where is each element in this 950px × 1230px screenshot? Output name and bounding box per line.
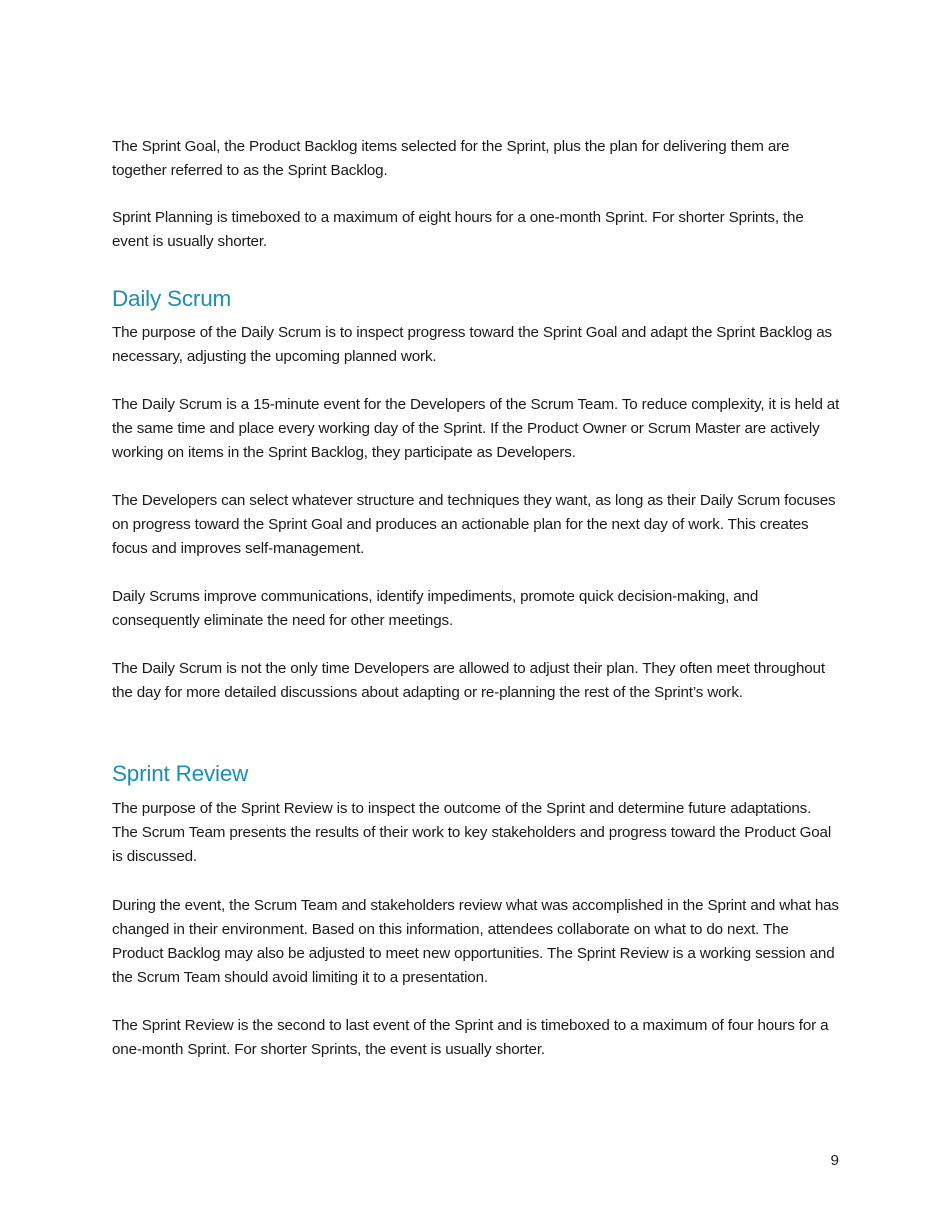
paragraph-sprint-review-purpose: The purpose of the Sprint Review is to inspect the outcome of the Sprint and determine future adaptations. The Scrum Team presents the results of their work to key stakeholders and progress toward the Product Goal is discussed. [112, 800, 832, 865]
paragraph-sprint-backlog-definition: The Sprint Goal, the Product Backlog items selected for the Sprint, plus the plan for delivering them are together referred to as the Sprint Backlog. [112, 138, 790, 179]
paragraph-sprint-planning-timebox: Sprint Planning is timeboxed to a maximum of eight hours for a one-month Sprint. For shorter Sprints, the event is usually shorter. [112, 209, 804, 250]
paragraph-daily-scrum-purpose: The purpose of the Daily Scrum is to inspect progress toward the Sprint Goal and adapt the Sprint Backlog as necessary, adjusting the upcoming planned work. [112, 324, 832, 365]
paragraph-daily-scrum-event: The Daily Scrum is a 15-minute event for the Developers of the Scrum Team. To reduce complexity, it is held at the same time and place every working day of the Sprint. If the Product Owner or Scrum Master are actively working on items in the Sprint Backlog, they participate as Developers. [112, 396, 840, 461]
heading-sprint-review: Sprint Review [112, 761, 249, 786]
paragraph-sprint-review-timebox: The Sprint Review is the second to last event of the Sprint and is timeboxed to a maximum of four hours for a one-month Sprint. For shorter Sprints, the event is usually shorter. [112, 1017, 829, 1058]
heading-daily-scrum: Daily Scrum [112, 286, 232, 311]
paragraph-sprint-review-event: During the event, the Scrum Team and stakeholders review what was accomplished in the Sprint and what has changed in their environment. Based on this information, attendees collaborate on what to do next. The Product Backlog may also be adjusted to meet new opportunities. The Sprint Review is a working session and the Scrum Team should avoid limiting it to a presentation. [112, 897, 839, 986]
paragraph-daily-scrum-structure: The Developers can select whatever structure and techniques they want, as long as their Daily Scrum focuses on progress toward the Sprint Goal and produces an actionable plan for the next day of work. This creates focus and improves self-management. [112, 492, 836, 557]
paragraph-daily-scrum-adjustments: The Daily Scrum is not the only time Developers are allowed to adjust their plan. They often meet throughout the day for more detailed discussions about adapting or re-planning the rest of the Sprint’s work. [112, 660, 825, 701]
page-number: 9 [830, 1152, 839, 1169]
paragraph-daily-scrum-benefits: Daily Scrums improve communications, identify impediments, promote quick decision-making, and consequently eliminate the need for other meetings. [112, 588, 759, 629]
